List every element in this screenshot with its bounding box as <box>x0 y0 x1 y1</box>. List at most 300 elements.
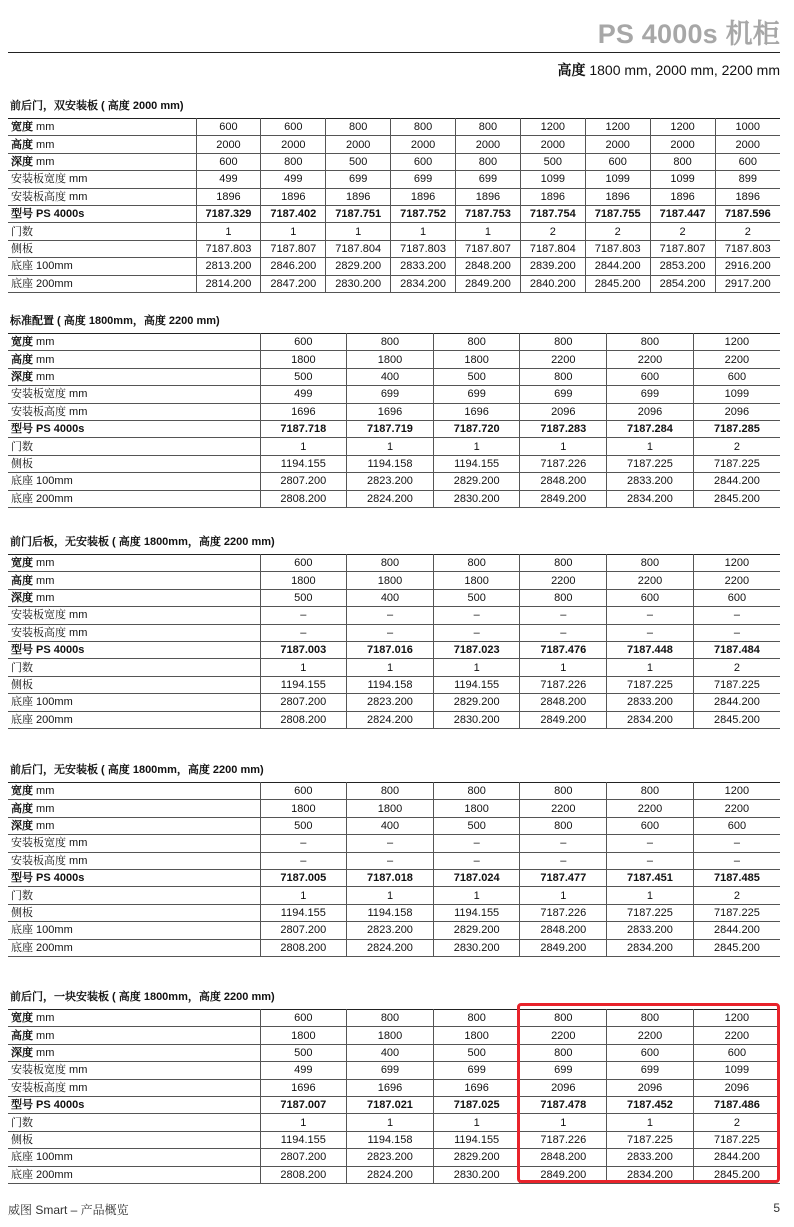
table-row <box>8 334 780 351</box>
table-cell: – <box>347 852 434 869</box>
table-cell: 2844.200 <box>585 258 650 275</box>
table-cell: 2848.200 <box>456 258 521 275</box>
table-row <box>8 490 780 507</box>
table-cell: 1200 <box>650 119 715 136</box>
table-cell: 7187.803 <box>391 240 456 257</box>
table-cell: 2834.200 <box>607 939 694 956</box>
table-row <box>8 694 780 711</box>
section-title: 前后门，一块安装板 ( 高度 1800mm，高度 2200 mm) <box>10 991 275 1003</box>
table-cell: 499 <box>261 171 326 188</box>
table-cell: 1800 <box>260 1027 347 1044</box>
spec-table <box>8 554 780 729</box>
table-cell: 2000 <box>391 136 456 153</box>
table-cell: 2000 <box>456 136 521 153</box>
row-label <box>8 119 196 136</box>
section-front-rear-door-one-plate <box>8 988 780 1184</box>
table-cell: 500 <box>260 1044 347 1061</box>
row-label <box>8 153 196 170</box>
table-cell: 7187.485 <box>693 869 780 886</box>
table-row <box>8 676 780 693</box>
table-cell: 600 <box>607 589 694 606</box>
table-cell: 1 <box>433 1114 520 1131</box>
table-row <box>8 455 780 472</box>
row-label-unit: mm <box>33 785 55 798</box>
table-cell: 2807.200 <box>260 1149 347 1166</box>
table-cell: 800 <box>607 555 694 572</box>
table-cell: 2840.200 <box>520 275 585 292</box>
table-cell: 1194.155 <box>260 676 347 693</box>
table-cell: 2000 <box>520 136 585 153</box>
row-label-unit: mm <box>33 1012 55 1025</box>
table-cell: 2 <box>693 1114 780 1131</box>
table-cell: 1696 <box>433 403 520 420</box>
table-cell: 500 <box>433 368 520 385</box>
table-cell: 2844.200 <box>693 694 780 711</box>
table-cell: 7187.021 <box>347 1096 434 1113</box>
row-label: 底座 100mm <box>8 694 260 711</box>
table-cell: 1800 <box>433 1027 520 1044</box>
table-cell: 2 <box>693 887 780 904</box>
table-cell: 2830.200 <box>326 275 391 292</box>
table-row <box>8 711 780 728</box>
row-label-unit: mm <box>33 1046 55 1059</box>
table-cell: 7187.023 <box>433 641 520 658</box>
row-label <box>8 1044 260 1061</box>
table-cell: 1194.158 <box>347 676 434 693</box>
table-row <box>8 887 780 904</box>
row-label: 门数 <box>8 223 196 240</box>
table-cell: 1896 <box>326 188 391 205</box>
table-cell: 1896 <box>650 188 715 205</box>
row-label: 型号 PS 4000s <box>8 641 260 658</box>
row-label <box>8 351 260 368</box>
table-cell: 800 <box>520 589 607 606</box>
table-cell: 1099 <box>585 171 650 188</box>
table-cell: 1 <box>260 1114 347 1131</box>
table-cell: 2814.200 <box>196 275 261 292</box>
table-cell: 1 <box>196 223 261 240</box>
row-label-main: 深度 <box>11 370 33 383</box>
row-label-unit: mm <box>33 591 55 604</box>
row-label: 底座 200mm <box>8 939 260 956</box>
table-cell: 1000 <box>715 119 780 136</box>
table-cell: 7187.751 <box>326 205 391 222</box>
table-cell: 400 <box>347 368 434 385</box>
table-cell: 699 <box>607 1062 694 1079</box>
table-cell: 600 <box>196 153 261 170</box>
table-cell: 7187.804 <box>326 240 391 257</box>
table-cell: – <box>520 607 607 624</box>
table-cell: 699 <box>520 1062 607 1079</box>
page-number: 5 <box>773 1201 780 1215</box>
table-cell: 400 <box>347 1044 434 1061</box>
section-title: 标准配置 ( 高度 1800mm，高度 2200 mm) <box>10 315 220 327</box>
table-cell: 7187.807 <box>261 240 326 257</box>
table-row <box>8 171 780 188</box>
table-cell: 2916.200 <box>715 258 780 275</box>
table-cell: 1 <box>261 223 326 240</box>
table-row <box>8 1062 780 1079</box>
row-label: 安装板宽度 mm <box>8 171 196 188</box>
table-cell: 2 <box>520 223 585 240</box>
row-label: 门数 <box>8 659 260 676</box>
table-cell: 7187.285 <box>693 420 780 437</box>
table-cell: 800 <box>433 783 520 800</box>
table-cell: 600 <box>693 1044 780 1061</box>
row-label-unit: mm <box>33 557 55 570</box>
row-label: 型号 PS 4000s <box>8 869 260 886</box>
table-cell: 600 <box>693 589 780 606</box>
table-cell: 2096 <box>607 1079 694 1096</box>
table-cell: 1696 <box>260 403 347 420</box>
subtitle-value: 1800 mm, 2000 mm, 2200 mm <box>585 62 780 78</box>
table-cell: – <box>520 835 607 852</box>
footer-text: 威图 Smart – 产品概览 <box>8 1203 129 1217</box>
table-cell: 1896 <box>715 188 780 205</box>
table-cell: – <box>347 835 434 852</box>
page-subtitle <box>557 60 780 80</box>
row-label: 门数 <box>8 887 260 904</box>
section-front-door-rear-panel <box>8 533 780 729</box>
table-cell: 2834.200 <box>607 711 694 728</box>
row-label <box>8 800 260 817</box>
table-cell: 699 <box>456 171 521 188</box>
table-cell: 7187.484 <box>693 641 780 658</box>
table-cell: 2848.200 <box>520 473 607 490</box>
table-row <box>8 240 780 257</box>
table-cell: 1099 <box>520 171 585 188</box>
table-cell: 7187.226 <box>520 455 607 472</box>
table-row <box>8 438 780 455</box>
table-cell: 1 <box>520 438 607 455</box>
table-cell: 2849.200 <box>456 275 521 292</box>
table-cell: 1200 <box>693 334 780 351</box>
table-row <box>8 136 780 153</box>
table-cell: 2 <box>693 438 780 455</box>
table-row <box>8 153 780 170</box>
table-cell: 1194.158 <box>347 904 434 921</box>
table-cell: 1800 <box>433 800 520 817</box>
table-cell: 2200 <box>693 1027 780 1044</box>
table-cell: 2807.200 <box>260 473 347 490</box>
table-cell: 7187.003 <box>260 641 347 658</box>
table-cell: 7187.225 <box>607 455 694 472</box>
table-cell: 1800 <box>347 572 434 589</box>
row-label: 侧板 <box>8 1131 260 1148</box>
table-cell: 2849.200 <box>520 939 607 956</box>
table-cell: 500 <box>260 817 347 834</box>
table-cell: 2834.200 <box>391 275 456 292</box>
table-cell: 800 <box>456 119 521 136</box>
table-cell: 499 <box>196 171 261 188</box>
table-row <box>8 1131 780 1148</box>
row-label <box>8 136 196 153</box>
table-cell: 2830.200 <box>433 1166 520 1183</box>
table-row <box>8 420 780 437</box>
table-cell: 1896 <box>520 188 585 205</box>
table-cell: 1 <box>607 1114 694 1131</box>
table-cell: 600 <box>260 1010 347 1027</box>
row-label-unit: mm <box>33 819 55 832</box>
table-cell: 7187.752 <box>391 205 456 222</box>
table-cell: 800 <box>520 1010 607 1027</box>
row-label-main: 高度 <box>11 802 33 815</box>
table-cell: 2200 <box>693 351 780 368</box>
table-cell: 7187.451 <box>607 869 694 886</box>
table-cell: 2808.200 <box>260 939 347 956</box>
table-cell: 2833.200 <box>607 922 694 939</box>
table-row <box>8 368 780 385</box>
row-label-main: 宽度 <box>11 1012 33 1025</box>
table-cell: 2834.200 <box>607 490 694 507</box>
table-cell: 7187.005 <box>260 869 347 886</box>
table-cell: 2000 <box>715 136 780 153</box>
table-cell: 1896 <box>196 188 261 205</box>
table-cell: 1194.158 <box>347 1131 434 1148</box>
table-cell: 2833.200 <box>607 694 694 711</box>
row-label-main: 深度 <box>11 819 33 832</box>
table-row <box>8 624 780 641</box>
table-cell: 2200 <box>607 572 694 589</box>
row-label: 底座 100mm <box>8 258 196 275</box>
table-cell: – <box>260 607 347 624</box>
table-cell: 800 <box>520 368 607 385</box>
table-cell: 800 <box>347 334 434 351</box>
row-label-main: 深度 <box>11 1046 33 1059</box>
row-label <box>8 555 260 572</box>
table-cell: 7187.225 <box>693 1131 780 1148</box>
table-cell: 1 <box>391 223 456 240</box>
table-cell: 800 <box>347 783 434 800</box>
table-cell: 2000 <box>650 136 715 153</box>
table-cell: 1 <box>607 887 694 904</box>
table-cell: 2829.200 <box>326 258 391 275</box>
table-cell: 800 <box>433 555 520 572</box>
table-cell: 7187.225 <box>693 904 780 921</box>
table-cell: 699 <box>433 1062 520 1079</box>
table-cell: – <box>693 624 780 641</box>
row-label-unit: mm <box>33 121 55 134</box>
row-label: 安装板宽度 mm <box>8 386 260 403</box>
table-cell: 1800 <box>260 351 347 368</box>
table-cell: 500 <box>433 817 520 834</box>
table-cell: 600 <box>391 153 456 170</box>
table-cell: 600 <box>607 368 694 385</box>
table-cell: – <box>520 624 607 641</box>
table-cell: 2808.200 <box>260 490 347 507</box>
table-cell: 800 <box>520 555 607 572</box>
table-row <box>8 1010 780 1027</box>
table-row <box>8 275 780 292</box>
table-row <box>8 607 780 624</box>
table-cell: 7187.447 <box>650 205 715 222</box>
table-cell: 1 <box>433 438 520 455</box>
table-cell: 400 <box>347 817 434 834</box>
row-label <box>8 334 260 351</box>
table-cell: 1200 <box>585 119 650 136</box>
page-title: PS 4000s 机柜 <box>597 19 780 49</box>
table-cell: 1200 <box>520 119 585 136</box>
table-cell: 7187.225 <box>693 676 780 693</box>
table-cell: 1696 <box>347 1079 434 1096</box>
table-cell: 1099 <box>650 171 715 188</box>
table-cell: 1896 <box>261 188 326 205</box>
row-label-main: 宽度 <box>11 121 33 134</box>
table-cell: 7187.719 <box>347 420 434 437</box>
table-cell: 7187.807 <box>650 240 715 257</box>
table-cell: 2096 <box>693 1079 780 1096</box>
row-label: 侧板 <box>8 904 260 921</box>
row-label: 侧板 <box>8 676 260 693</box>
table-cell: 1200 <box>693 555 780 572</box>
table-cell: 1800 <box>347 800 434 817</box>
table-cell: 7187.486 <box>693 1096 780 1113</box>
table-cell: 1 <box>347 1114 434 1131</box>
row-label: 底座 200mm <box>8 1166 260 1183</box>
table-cell: 1800 <box>347 351 434 368</box>
row-label: 安装板宽度 mm <box>8 1062 260 1079</box>
table-row <box>8 188 780 205</box>
table-cell: 1 <box>347 887 434 904</box>
table-row <box>8 1114 780 1131</box>
row-label: 底座 100mm <box>8 922 260 939</box>
table-cell: 2 <box>693 659 780 676</box>
row-label-unit: mm <box>33 155 55 168</box>
table-cell: – <box>433 607 520 624</box>
table-cell: 7187.016 <box>347 641 434 658</box>
row-label: 安装板宽度 mm <box>8 607 260 624</box>
table-cell: 2848.200 <box>520 1149 607 1166</box>
table-cell: 2200 <box>607 800 694 817</box>
table-cell: – <box>260 624 347 641</box>
table-cell: 1 <box>433 887 520 904</box>
table-cell: 800 <box>433 1010 520 1027</box>
table-row <box>8 119 780 136</box>
table-cell: 7187.225 <box>693 455 780 472</box>
table-cell: 2829.200 <box>433 473 520 490</box>
table-row <box>8 351 780 368</box>
table-cell: 2834.200 <box>607 1166 694 1183</box>
table-cell: 2847.200 <box>261 275 326 292</box>
table-cell: 2824.200 <box>347 711 434 728</box>
table-row <box>8 835 780 852</box>
row-label: 安装板宽度 mm <box>8 835 260 852</box>
table-cell: 600 <box>260 334 347 351</box>
table-cell: 699 <box>391 171 456 188</box>
table-row <box>8 1096 780 1113</box>
table-cell: 2808.200 <box>260 711 347 728</box>
table-cell: – <box>260 852 347 869</box>
table-cell: 500 <box>433 589 520 606</box>
table-cell: 600 <box>693 368 780 385</box>
table-cell: – <box>607 607 694 624</box>
row-label-unit: mm <box>33 1029 55 1042</box>
table-cell: 1 <box>433 659 520 676</box>
table-cell: 2813.200 <box>196 258 261 275</box>
table-cell: 2830.200 <box>433 711 520 728</box>
table-cell: 7187.007 <box>260 1096 347 1113</box>
section-front-rear-door-no-plate <box>8 761 780 957</box>
table-cell: 2853.200 <box>650 258 715 275</box>
row-label-main: 宽度 <box>11 557 33 570</box>
table-cell: 2839.200 <box>520 258 585 275</box>
table-row <box>8 589 780 606</box>
table-cell: 2845.200 <box>693 711 780 728</box>
table-cell: 2844.200 <box>693 473 780 490</box>
table-cell: 800 <box>520 1044 607 1061</box>
table-row <box>8 1166 780 1183</box>
spec-table <box>8 118 780 293</box>
table-cell: 2824.200 <box>347 1166 434 1183</box>
table-row <box>8 659 780 676</box>
table-cell: 7187.225 <box>607 904 694 921</box>
row-label: 门数 <box>8 1114 260 1131</box>
row-label <box>8 589 260 606</box>
table-cell: 2844.200 <box>693 1149 780 1166</box>
table-cell: 600 <box>693 817 780 834</box>
table-row <box>8 1149 780 1166</box>
table-cell: 2200 <box>520 351 607 368</box>
table-cell: – <box>260 835 347 852</box>
table-cell: 699 <box>433 386 520 403</box>
table-cell: 499 <box>260 386 347 403</box>
row-label: 安装板高度 mm <box>8 852 260 869</box>
table-cell: 699 <box>347 1062 434 1079</box>
table-cell: 7187.477 <box>520 869 607 886</box>
table-cell: 2824.200 <box>347 490 434 507</box>
row-label <box>8 1010 260 1027</box>
table-cell: 1194.155 <box>433 676 520 693</box>
row-label: 门数 <box>8 438 260 455</box>
table-cell: 1 <box>607 438 694 455</box>
table-cell: 2096 <box>520 1079 607 1096</box>
table-cell: 2833.200 <box>607 473 694 490</box>
table-cell: 2848.200 <box>520 694 607 711</box>
table-cell: 1 <box>326 223 391 240</box>
table-cell: 2200 <box>693 572 780 589</box>
table-cell: 800 <box>607 1010 694 1027</box>
table-cell: 2845.200 <box>693 939 780 956</box>
table-cell: 7187.718 <box>260 420 347 437</box>
table-cell: 7187.018 <box>347 869 434 886</box>
table-cell: 600 <box>260 783 347 800</box>
row-label-unit: mm <box>33 138 55 151</box>
table-cell: 1 <box>260 887 347 904</box>
table-row <box>8 852 780 869</box>
table-cell: 2823.200 <box>347 473 434 490</box>
table-cell: 7187.226 <box>520 676 607 693</box>
table-cell: 2000 <box>585 136 650 153</box>
table-cell: 2200 <box>520 800 607 817</box>
row-label-main: 高度 <box>11 1029 33 1042</box>
table-cell: 1 <box>260 438 347 455</box>
table-cell: 800 <box>433 334 520 351</box>
table-cell: – <box>520 852 607 869</box>
table-row <box>8 205 780 222</box>
table-row <box>8 1044 780 1061</box>
table-cell: 7187.225 <box>607 1131 694 1148</box>
table-cell: 7187.225 <box>607 676 694 693</box>
table-cell: 1800 <box>433 572 520 589</box>
table-row <box>8 572 780 589</box>
table-cell: 800 <box>607 783 694 800</box>
table-cell: – <box>433 835 520 852</box>
table-row <box>8 403 780 420</box>
table-cell: 1194.155 <box>433 1131 520 1148</box>
table-cell: 7187.478 <box>520 1096 607 1113</box>
table-cell: 1 <box>520 1114 607 1131</box>
table-cell: 1194.155 <box>260 1131 347 1148</box>
